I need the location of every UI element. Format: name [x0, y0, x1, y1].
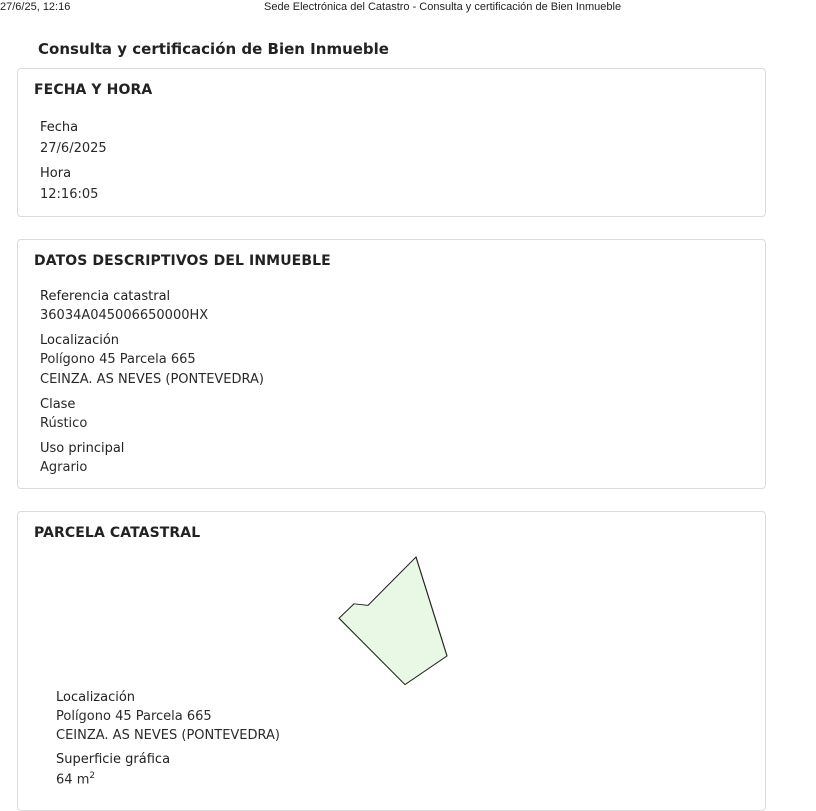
datos-descriptivos-title: DATOS DESCRIPTIVOS DEL INMUEBLE	[34, 253, 331, 269]
fecha-value: 27/6/2025	[40, 141, 107, 156]
parcel-map	[338, 552, 458, 692]
superficie-number: 64	[56, 772, 73, 788]
superficie-exponent: 2	[89, 771, 96, 781]
parcela-catastral-title: PARCELA CATASTRAL	[34, 525, 201, 541]
print-header	[0, 0, 816, 16]
referencia-catastral-value: 36034A045006650000HX	[40, 308, 209, 323]
fecha-hora-card	[17, 68, 766, 217]
clase-label: Clase	[40, 397, 76, 412]
parcela-localizacion-line1: Polígono 45 Parcela 665	[56, 709, 212, 724]
parcela-localizacion-line2: CEINZA. AS NEVES (PONTEVEDRA)	[56, 728, 281, 743]
uso-principal-value: Agrario	[40, 460, 88, 475]
hora-value: 12:16:05	[40, 187, 99, 202]
clase-value: Rústico	[40, 416, 88, 431]
print-timestamp: 27/6/25, 12:16	[0, 1, 71, 13]
parcela-localizacion-label: Localización	[56, 690, 136, 705]
superficie-unit: m	[76, 772, 90, 788]
referencia-catastral-label: Referencia catastral	[40, 289, 171, 304]
localizacion-line2: CEINZA. AS NEVES (PONTEVEDRA)	[40, 372, 265, 387]
print-document-title: Sede Electrónica del Catastro - Consulta y certificación de Bien Inmueble	[264, 1, 622, 13]
parcel-polygon	[339, 557, 447, 685]
parcela-catastral-card	[17, 511, 766, 811]
localizacion-line1: Polígono 45 Parcela 665	[40, 352, 196, 367]
uso-principal-label: Uso principal	[40, 441, 125, 456]
superficie-grafica-value	[56, 771, 95, 787]
datos-descriptivos-card	[17, 239, 766, 489]
fecha-label: Fecha	[40, 120, 79, 135]
hora-label: Hora	[40, 166, 72, 181]
superficie-grafica-label: Superficie gráfica	[56, 752, 171, 767]
localizacion-label: Localización	[40, 333, 120, 348]
page-title: Consulta y certificación de Bien Inmueble	[38, 40, 389, 58]
fecha-hora-title: FECHA Y HORA	[34, 82, 153, 98]
